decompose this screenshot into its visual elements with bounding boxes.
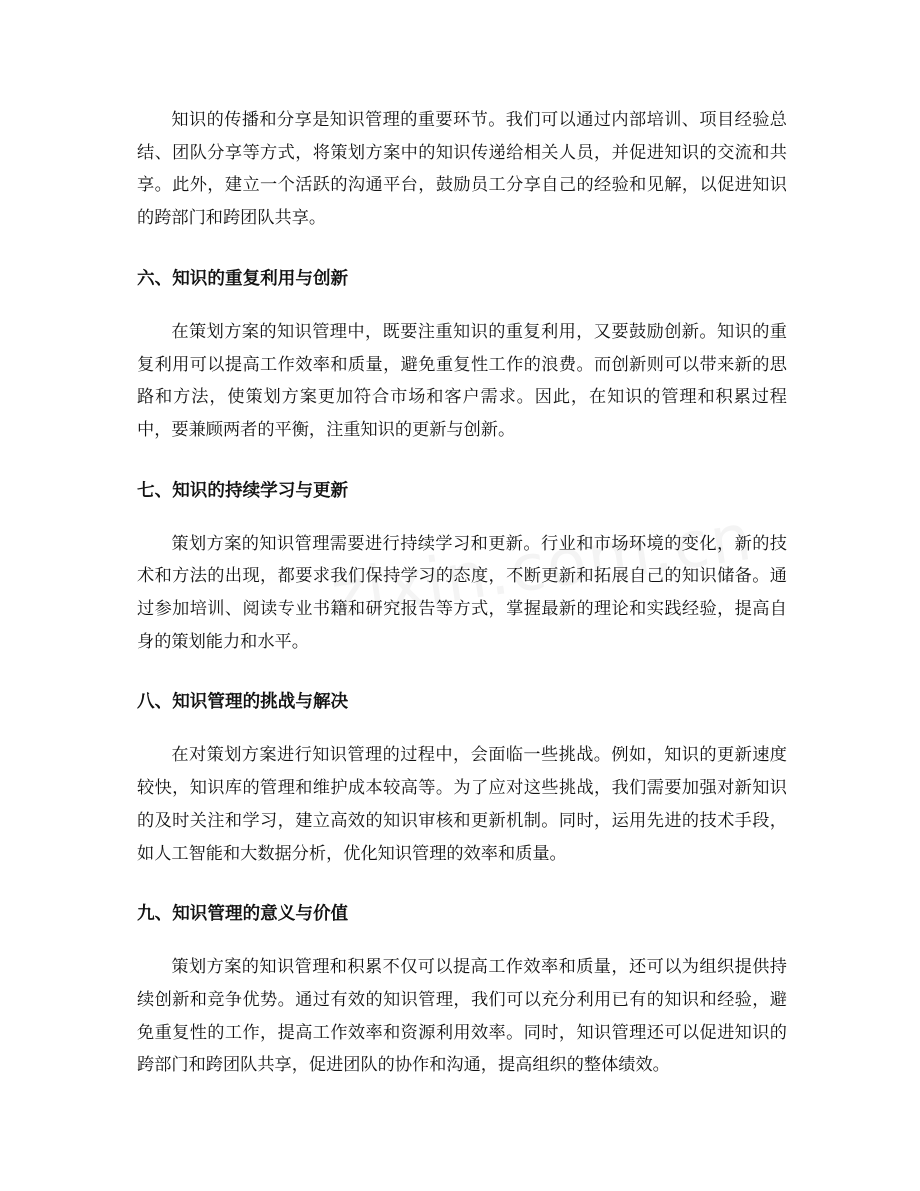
paragraph-significance-value: 策划方案的知识管理和积累不仅可以提高工作效率和质量，还可以为组织提供持续创新和竞争优势。通过有效的知识管理，我们可以充分利用已有的知识和经验，避免重复性的工作，提高工作效率和资源利用效率。同时，知识管理还可以促进知识的跨部门和跨团队共享，促进团队的协作和沟通，提高组织的整体绩效。	[137, 957, 787, 1076]
paragraph-reuse-innovation: 在策划方案的知识管理中，既要注重知识的重复利用，又要鼓励创新。知识的重复利用可以提高工作效率和质量，避免重复性工作的浪费。而创新则可以带来新的思路和方法，使策划方案更加符合市场和客户需求。因此，在知识的管理和积累过程中，要兼顾两者的平衡，注重知识的更新与创新。	[137, 321, 787, 440]
document-body	[137, 104, 787, 1082]
section-heading-7: 七、知识的持续学习与更新	[137, 480, 349, 501]
paragraph-continuous-learning: 策划方案的知识管理需要进行持续学习和更新。行业和市场环境的变化，新的技术和方法的出现，都要求我们保持学习的态度，不断更新和拓展自己的知识储备。通过参加培训、阅读专业书籍和研究报告等方式，掌握最新的理论和实践经验，提高自身的策划能力和水平。	[137, 533, 787, 652]
section-heading-8: 八、知识管理的挑战与解决	[137, 692, 349, 713]
section-heading-6: 六、知识的重复利用与创新	[137, 268, 349, 289]
paragraph-challenges: 在对策划方案进行知识管理的过程中，会面临一些挑战。例如，知识的更新速度较快，知识库的管理和维护成本较高等。为了应对这些挑战，我们需要加强对新知识的及时关注和学习，建立高效的知识审核和更新机制。同时，运用先进的技术手段，如人工智能和大数据分析，优化知识管理的效率和质量。	[137, 745, 787, 864]
paragraph-knowledge-sharing: 知识的传播和分享是知识管理的重要环节。我们可以通过内部培训、项目经验总结、团队分享等方式，将策划方案中的知识传递给相关人员，并促进知识的交流和共享。此外，建立一个活跃的沟通平台，鼓励员工分享自己的经验和见解，以促进知识的跨部门和跨团队共享。	[137, 110, 787, 229]
section-heading-9: 九、知识管理的意义与价值	[137, 904, 349, 925]
